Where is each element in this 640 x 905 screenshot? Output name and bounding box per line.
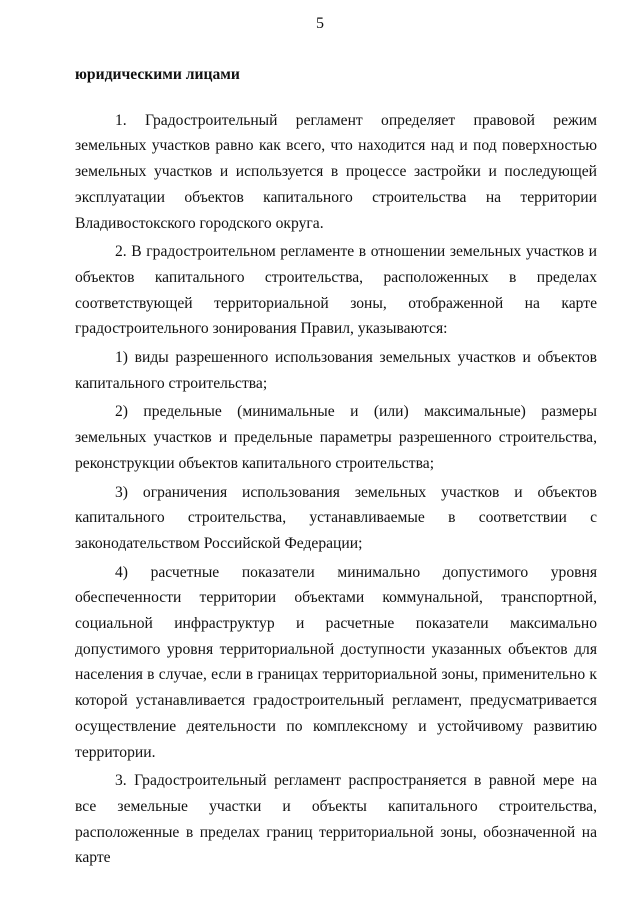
list-item-1: 1) виды разрешенного использования земельных участков и объектов капитального строительства; [75, 349, 597, 392]
paragraph-2: 2. В градостроительном регламенте в отношении земельных участков и объектов капитального строительства, расположенных в пределах соответствующей территориальной зоны, отображенной на карте градостроительного зонирования Правил, указываются: [75, 243, 597, 338]
section-heading-continuation: юридическими лицами [75, 66, 240, 83]
list-item-2: 2) предельные (минимальные и (или) максимальные) размеры земельных участков и предельные параметры разрешенного строительства, реконструкции объектов капитального строительства; [75, 403, 597, 472]
paragraph-1: 1. Градостроительный регламент определяет правовой режим земельных участков равно как всего, что находится над и под поверхностью земельных участков и используется в процессе застройки и последующей эксплуатации объектов капитального строительства на территории Владивостокского городского округа. [75, 111, 597, 232]
list-item-3: 3) ограничения использования земельных участков и объектов капитального строительства, устанавливаемые в соответствии с законодательством Российской Федерации; [75, 483, 597, 552]
list-item-4: 4) расчетные показатели минимально допустимого уровня обеспеченности территории объектами коммунальной, транспортной, социальной инфраструктур и расчетные показатели максимально допустимого уровня территориальной доступности указанных объектов для населения в случае, если в границах территориальной зоны, применительно к которой устанавливается градостроительный регламент, предусматривается осуществление деятельности по комплексному и устойчивому развитию территории. [75, 563, 597, 761]
page-number: 5 [316, 15, 324, 32]
document-body [75, 62, 597, 874]
paragraph-3: 3. Градостроительный регламент распространяется в равной мере на все земельные участки и объекты капитального строительства, расположенные в пределах границ территориальной зоны, обозначенной на карте [75, 772, 597, 867]
